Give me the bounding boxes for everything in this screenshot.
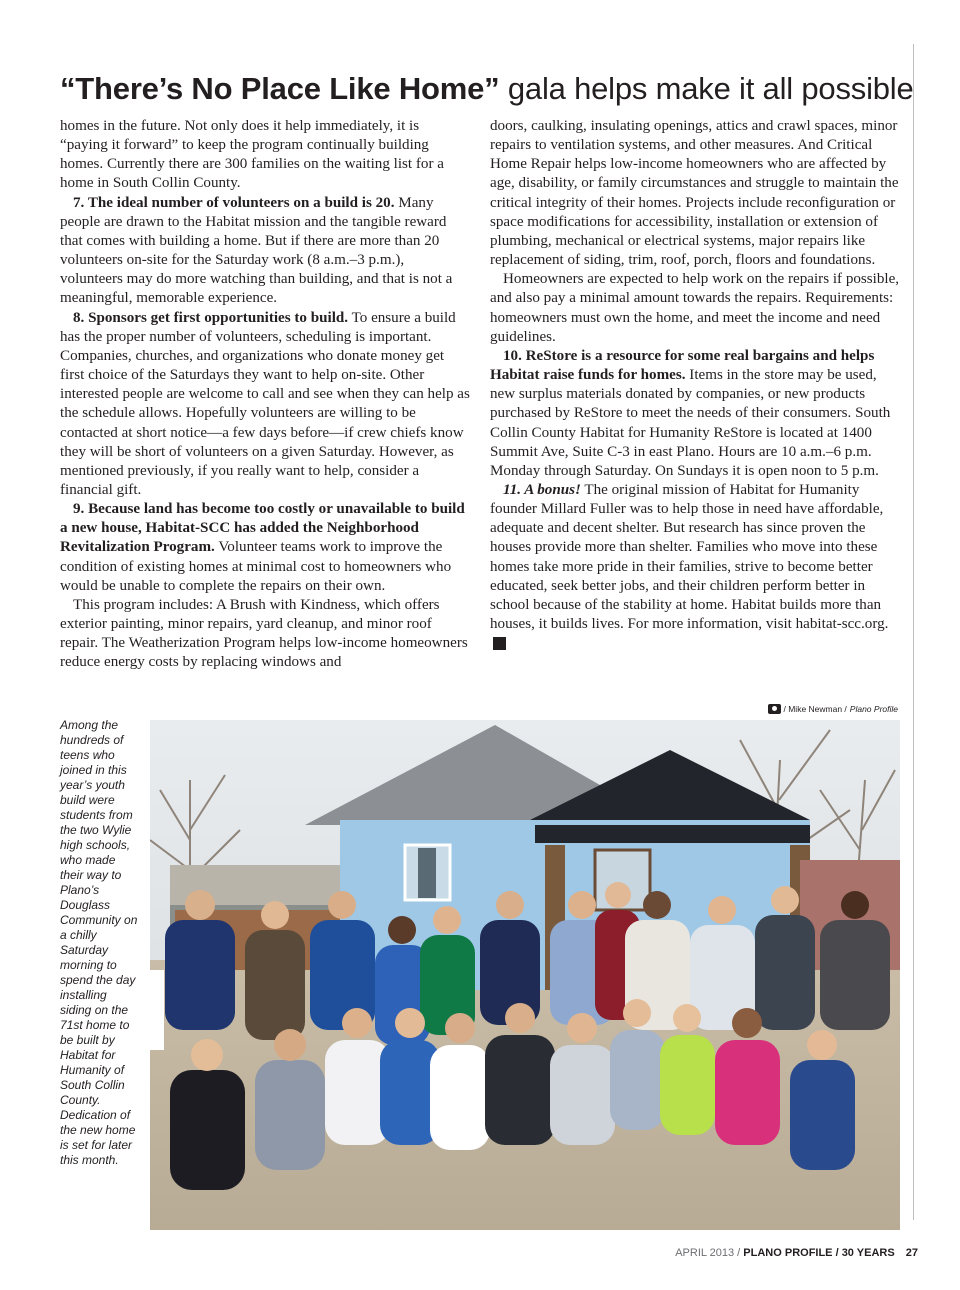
tip-heading: 10. ReStore is a resource for some real bargains and helps Habitat raise funds for homes. [490,347,875,384]
end-of-story-mark: p [493,637,506,650]
tip-heading: 11. A bonus! [503,481,581,498]
page-number: 27 [905,1247,918,1259]
paragraph [490,481,900,653]
paragraph-text: Many people are drawn to the Habitat mission and the tangible reward that comes with building a home. But if there are more than 20 volunteers on-site for the Saturday work (8 a.m.–3 p.m.), volunteers may do more watching than building, and that is not a meaningful, memorable experience. [60,194,453,307]
volunteers-group-photo [150,720,900,1230]
paragraph-text: Volunteer teams work to improve the condition of existing homes at minimal cost to homeowners who would be unable to complete the repairs on their own. [60,539,452,594]
paragraph [60,500,470,596]
headline-bold-part: “There’s No Place Like Home” [60,71,500,106]
page-footer [675,1247,918,1259]
photo-credit-name: / Mike Newman / [783,704,847,714]
tip-heading: 8. Sponsors get first opportunities to build. [73,309,349,326]
paragraph: Homeowners are expected to help work on the repairs if possible, and also pay a minimal amount towards the repairs. Requirements: homeowners must own the home, and meet the income and need guidelines. [490,271,900,345]
footer-magazine-name: PLANO PROFILE / 30 YEARS [743,1247,895,1259]
paragraph [490,347,900,481]
paragraph [60,309,470,501]
article-headline [60,66,914,112]
photo-credit-publication: Plano Profile [849,704,898,714]
tip-heading: 7. The ideal number of volunteers on a build is 20. [73,194,395,211]
paragraph [60,194,470,309]
photo-credit [768,704,899,714]
paragraph: doors, caulking, insulating openings, attics and crawl spaces, minor repairs to ventilation systems, and other measures. And Critical Home Repair helps low-income homeowners who are affected by age, disability, or family circumstances and struggle to maintain the critical integrity of their homes. Projects include reconfiguration or space modifications for accessibility, installation or extension of plumbing, mechanical or electrical systems, major repairs like replacement of siding, trim, roof, porch, floors and foundations. [490,118,899,269]
paragraph: homes in the future. Not only does it help immediately, it is “paying it forward” to keep the program continually building homes. Currently there are 300 families on the waiting list for a home in South Collin County. [60,118,444,192]
tip-heading: 9. Because land has become too costly or unavailable to build a new house, Habitat-SCC has added the Neighborhood Revitalization Program. [60,501,465,556]
paragraph: This program includes: A Brush with Kindness, which offers exterior painting, minor repairs, yard cleanup, and minor roof repair. The Weatherization Program helps low-income homeowners reduce energy costs by replacing windows and [60,596,468,671]
paragraph-text: The original mission of Habitat for Humanity founder Millard Fuller was to help those in need have affordable, adequate and decent shelter. But research has since proven the houses provide more than shelter. Families who move into these homes take more pride in their families, strive to become better educated, seek better jobs, and their children perform better in school because of the stability at home. Habitat builds more than houses, it builds lives. For more information, visit habitat-scc.org. [490,481,889,633]
page-edge-rule [913,44,914,1220]
camera-icon [768,704,781,714]
article-right-column [490,117,900,653]
article-left-column [60,117,470,673]
photo-caption: Among the hundreds of teens who joined in this year’s youth build were students from the two Wylie high schools, who made their way to Plano’s Douglass Community on a chilly Saturday morning to spend the day installing siding on the 71st home to be built by Habitat for Humanity of South Collin County. Dedication of the new home is set for later this month. [60,718,138,1167]
footer-issue-date: APRIL 2013 / [675,1247,741,1259]
paragraph-text: To ensure a build has the proper number of volunteers, scheduling is important. Companies, churches, and organizations who donate money get first choice of the Saturdays they want to help on-site. Other interested people are welcome to call and see when they can help as the schedule allows. Hopefully volunteers are willing to be contacted at short notice—a few days before—if crew chiefs know they will be short of volunteers on a given Saturday. However, as mentioned previously, if you really want to help, consider a financial gift. [60,309,470,498]
paragraph-text: Items in the store may be used, new surplus materials donated by companies, or new products purchased by ReStore to meet the needs of their consumers. South Collin County Habitat for Humanity ReStore is located at 1400 Summit Ave, Suite C-3 in east Plano. Hours are 10 a.m.–6 p.m. Monday through Saturday. On Sundays it is open noon to 5 p.m. [490,367,891,479]
headline-light-part: gala helps make it all possible [499,71,914,106]
